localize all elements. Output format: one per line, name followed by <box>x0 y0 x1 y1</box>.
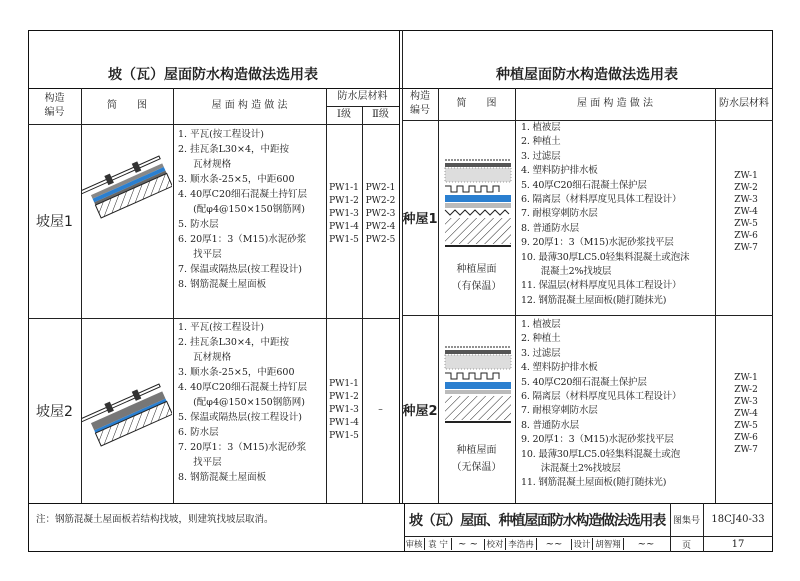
page-number: 17 <box>731 538 745 550</box>
row-code: 坡屋1 <box>36 214 73 230</box>
material: PW2-2 <box>365 195 396 206</box>
row-code: 种屋2 <box>402 403 438 419</box>
material: ZW-1 <box>734 373 758 383</box>
step: 4. 40厚C20细石混凝土持钉层 <box>178 189 308 200</box>
grade2-materials <box>362 318 399 503</box>
step: 5. 40厚C20细石混凝土保护层 <box>521 376 647 388</box>
step: 沫混凝土2%找坡层 <box>521 463 621 475</box>
material: – <box>378 405 383 415</box>
material: ZW-7 <box>734 243 758 253</box>
materials <box>719 372 773 462</box>
step: 12. 钢筋混凝土屋面板(随打随抹光) <box>521 294 667 306</box>
material: PW1-3 <box>329 208 359 219</box>
note: 注：钢筋混凝土屋面板若结构找坡，则建筑找坡层取消。 <box>36 514 274 525</box>
row-code: 种屋1 <box>402 212 438 227</box>
design-label: 设计 <box>572 538 593 550</box>
step: (配φ4@150×150钢筋网) <box>178 397 305 408</box>
material: PW1-1 <box>329 182 359 193</box>
step: 7. 保温或隔热层(按工程设计) <box>178 264 302 275</box>
header-text: 编号 <box>44 107 65 118</box>
diagram-caption <box>438 442 515 476</box>
material: PW2-3 <box>365 208 396 219</box>
material: PW1-3 <box>329 405 359 415</box>
grade1-materials <box>326 124 362 304</box>
planted-roof-diagram-1 <box>443 158 513 253</box>
step: 4. 塑料防护排水板 <box>521 165 598 177</box>
sloped-roof-diagram-2 <box>82 378 172 458</box>
header-diagram: 简 图 <box>456 98 497 109</box>
header-method: 屋 面 构 造 做 法 <box>211 100 288 111</box>
header-grade1: Ⅰ级 <box>337 109 351 120</box>
material: PW1-1 <box>329 379 359 389</box>
sheet-title: 坡（瓦）屋面、种植屋面防水构造做法选用表 <box>409 512 665 529</box>
material: ZW-2 <box>734 183 758 193</box>
material: ZW-3 <box>734 397 758 407</box>
step: 1. 植被层 <box>521 319 561 330</box>
checker-name: 李浩冉 <box>506 538 537 550</box>
step: 6. 防水层 <box>178 427 219 438</box>
step: 找平层 <box>178 249 222 260</box>
header-text: 构造 <box>44 93 65 104</box>
header-material: 防水层材料 <box>337 91 388 102</box>
material: ZW-6 <box>734 231 758 241</box>
material: PW1-5 <box>329 234 359 245</box>
planted-roof-diagram-2 <box>443 345 513 440</box>
check-label: 校对 <box>485 538 506 550</box>
material: PW1-4 <box>329 221 359 232</box>
step: 1. 平瓦(按工程设计) <box>178 322 264 333</box>
step: (配φ4@150×150钢筋网) <box>178 204 305 215</box>
caption-line: （有保温） <box>451 281 502 292</box>
step: 4. 塑料防护排水板 <box>521 362 598 374</box>
step: 4. 40厚C20细石混凝土持钉层 <box>178 382 308 393</box>
step: 8. 钢筋混凝土屋面板 <box>178 472 267 483</box>
review-label: 审核 <box>404 538 425 550</box>
step: 7. 20厚1：3（M15)水泥砂浆 <box>178 442 307 453</box>
divider <box>402 315 773 316</box>
designer-signature: ~~ <box>637 538 655 550</box>
step: 1. 平瓦(按工程设计) <box>178 129 264 140</box>
divider <box>173 88 174 503</box>
material: PW1-2 <box>329 392 359 402</box>
step: 8. 钢筋混凝土屋面板 <box>178 279 267 290</box>
material: ZW-4 <box>734 207 758 217</box>
method-steps <box>521 121 711 308</box>
step: 2. 挂瓦条L30×4，中距按 <box>178 144 289 155</box>
step: 6. 隔离层（材料厚度见具体工程设计） <box>521 391 682 403</box>
divider <box>438 88 439 503</box>
step: 9. 20厚1：3（M15)水泥砂浆找平层 <box>521 434 674 446</box>
header-code <box>28 88 81 124</box>
step: 1. 植被层 <box>521 122 561 133</box>
header-text: 构造 <box>410 91 430 102</box>
step: 找平层 <box>178 457 222 468</box>
header-text: 编号 <box>410 105 430 116</box>
step: 2. 挂瓦条L30×4，中距按 <box>178 337 289 348</box>
page-label: 页 <box>681 540 691 551</box>
row-code: 坡屋2 <box>36 403 73 420</box>
divider <box>515 88 516 503</box>
step: 11. 钢筋混凝土屋面板(随打随抹光) <box>521 477 667 489</box>
step: 10. 最薄30厚LC5.0轻集料混凝土或泡沫 <box>521 251 690 263</box>
step: 7. 耐根穿刺防水层 <box>521 208 598 220</box>
header-grade2: Ⅱ级 <box>372 109 389 120</box>
material: PW2-5 <box>365 234 396 245</box>
atlas-number: 18CJ40-33 <box>711 514 765 525</box>
reviewer-signature: ~ ~ <box>452 539 485 550</box>
material: ZW-4 <box>734 409 758 419</box>
step: 7. 耐根穿刺防水层 <box>521 405 598 417</box>
step: 5. 防水层 <box>178 219 219 230</box>
step: 10. 最薄30厚LC5.0轻集料混凝土或泡 <box>521 448 681 460</box>
header-code <box>402 88 438 120</box>
header-material: 防水层材料 <box>719 98 769 109</box>
designer-name: 胡智翔 <box>593 538 624 550</box>
step: 瓦材规格 <box>178 159 232 170</box>
material: ZW-5 <box>734 421 758 431</box>
diagram-caption <box>438 261 515 295</box>
grade1-materials <box>326 318 362 503</box>
step: 3. 顺水条-25×5，中距600 <box>178 174 295 185</box>
divider <box>399 30 400 504</box>
step: 3. 过滤层 <box>521 347 561 359</box>
step: 2. 种植土 <box>521 136 561 148</box>
method-steps <box>178 320 307 485</box>
material: ZW-3 <box>734 195 758 205</box>
material: PW1-5 <box>329 431 359 441</box>
material: ZW-5 <box>734 219 758 229</box>
material: PW2-1 <box>365 182 396 193</box>
material: PW1-4 <box>329 418 359 428</box>
caption-line: 种植屋面 <box>456 445 497 456</box>
step: 6. 20厚1：3（M15)水泥砂浆 <box>178 234 307 245</box>
step: 11. 保温层(材料厚度见具体工程设计） <box>521 280 682 292</box>
step: 混凝土2%找坡层 <box>521 266 612 278</box>
step: 5. 40厚C20细石混凝土保护层 <box>521 179 647 191</box>
step: 8. 普通防水层 <box>521 419 579 431</box>
step: 3. 顺水条-25×5，中距600 <box>178 367 295 378</box>
grade2-materials <box>362 124 399 304</box>
step: 5. 保温或隔热层(按工程设计) <box>178 412 302 423</box>
caption-line: 种植屋面 <box>456 264 497 275</box>
material: ZW-7 <box>734 445 758 455</box>
left-table-title: 坡（瓦）屋面防水构造做法选用表 <box>108 67 318 83</box>
atlas-label: 图集号 <box>672 516 700 526</box>
method-steps <box>521 318 711 491</box>
step: 8. 普通防水层 <box>521 222 579 234</box>
header-method: 屋 面 构 造 做 法 <box>577 98 653 109</box>
method-steps <box>178 127 307 292</box>
material: ZW-1 <box>734 171 758 181</box>
material: PW2-4 <box>365 221 396 232</box>
caption-line: （无保温） <box>451 462 502 473</box>
materials <box>719 170 773 260</box>
reviewer-name: 袁 宁 <box>425 538 452 550</box>
sloped-roof-diagram-1 <box>82 150 172 230</box>
material: ZW-6 <box>734 433 758 443</box>
step: 瓦材规格 <box>178 352 232 363</box>
header-diagram: 简 图 <box>107 100 147 111</box>
step: 3. 过滤层 <box>521 150 561 162</box>
divider <box>715 88 716 503</box>
step: 9. 20厚1：3（M15)水泥砂浆找平层 <box>521 237 674 249</box>
right-table-title: 种植屋面防水构造做法选用表 <box>496 67 678 83</box>
signature-row <box>404 536 670 552</box>
checker-signature: ~~ <box>537 539 572 550</box>
step: 2. 种植土 <box>521 333 561 345</box>
material: ZW-2 <box>734 385 758 395</box>
step: 6. 隔离层（材料厚度见具体工程设计） <box>521 194 682 206</box>
material: PW1-2 <box>329 195 359 206</box>
